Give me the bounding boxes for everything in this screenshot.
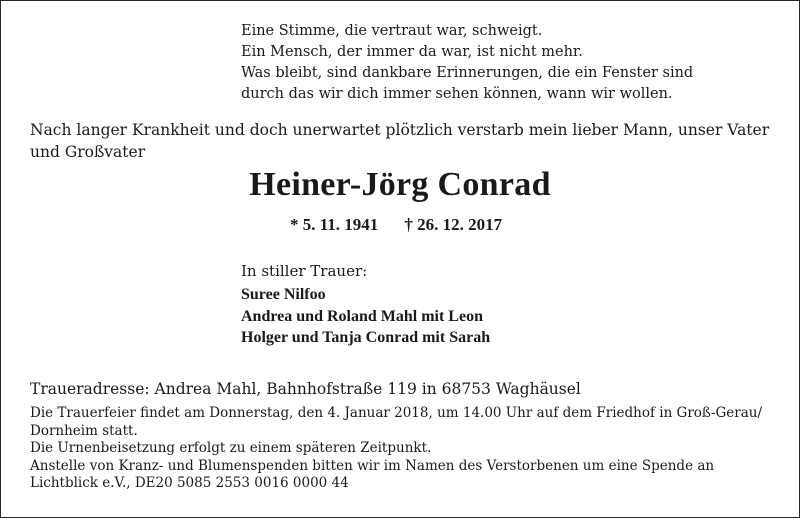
- donation-line: Anstelle von Kranz- und Blumenspenden bitten wir im Namen des Verstorbenen um eine Spende an: [30, 457, 715, 474]
- service-details: [30, 405, 775, 493]
- service-line: Die Trauerfeier findet am Donnerstag, den 4. Januar 2018, um 14.00 Uhr auf dem Friedhof in Groß-Gerau/: [30, 405, 763, 421]
- mourner-name: Holger und Tanja Conrad mit Sarah: [241, 329, 491, 346]
- poem-line: Eine Stimme, die vertraut war, schweigt.: [241, 23, 543, 39]
- deceased-name: Heiner-Jörg Conrad: [249, 166, 551, 203]
- memorial-poem: [241, 21, 693, 105]
- mourners-list: [241, 284, 490, 349]
- birth-date: * 5. 11. 1941: [290, 215, 379, 234]
- death-date: † 26. 12. 2017: [404, 215, 503, 234]
- announcement-line: und Großvater: [30, 143, 146, 161]
- urn-burial-note: Die Urnenbeisetzung erfolgt zu einem späteren Zeitpunkt.: [30, 440, 432, 456]
- service-line: Dornheim statt.: [30, 422, 138, 439]
- announcement-text: [30, 119, 778, 163]
- poem-line: Ein Mensch, der immer da war, ist nicht mehr.: [241, 44, 583, 60]
- mourning-address: Traueradresse: Andrea Mahl, Bahnhofstraße 119 in 68753 Waghäusel: [30, 380, 581, 398]
- life-dates: [290, 214, 502, 236]
- announcement-line: Nach langer Krankheit und doch unerwartet plötzlich verstarb mein lieber Mann, unser Vater: [30, 121, 770, 139]
- mourner-name: Suree Nilfoo: [241, 286, 326, 303]
- poem-line: Was bleibt, sind dankbare Erinnerungen, die ein Fenster sind: [241, 65, 694, 81]
- poem-line: durch das wir dich immer sehen können, wann wir wollen.: [241, 86, 673, 102]
- mourning-heading: In stiller Trauer:: [241, 262, 368, 280]
- mourner-name: Andrea und Roland Mahl mit Leon: [241, 307, 483, 325]
- donation-line: Lichtblick e.V., DE20 5085 2553 0016 0000 44: [30, 475, 349, 491]
